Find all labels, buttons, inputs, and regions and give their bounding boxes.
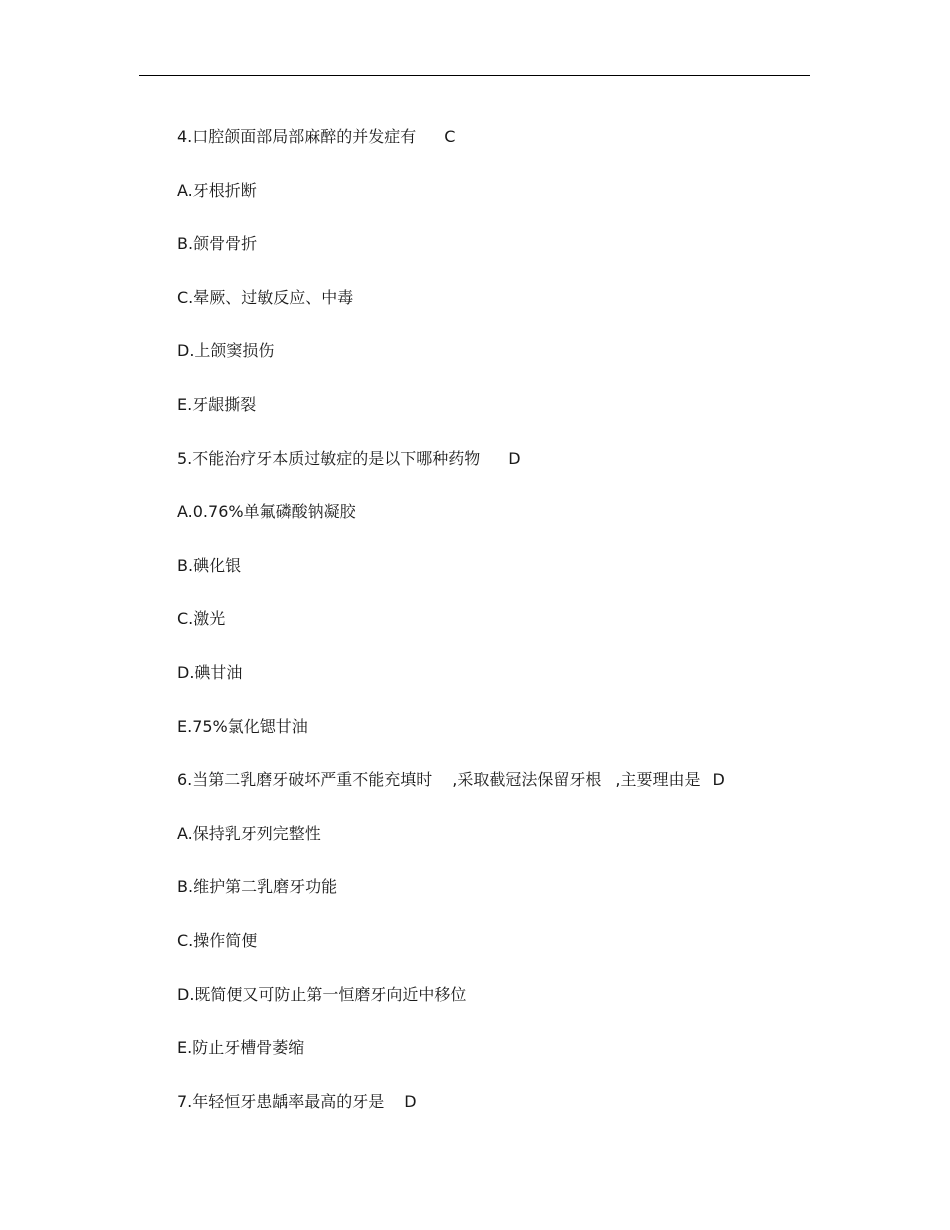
- question-4-option-a: A.牙根折断: [177, 180, 257, 200]
- question-6-option-b: B.维护第二乳磨牙功能: [177, 877, 338, 897]
- question-6-stem: [177, 769, 817, 823]
- question-text: 7.年轻恒牙患龋率最高的牙是: [177, 1091, 385, 1111]
- answer-key: D: [508, 448, 521, 468]
- question-4-option-c: C.晕厥、过敏反应、中毒: [177, 287, 354, 307]
- question-4-option-d: D.上颌窦损伤: [177, 341, 275, 361]
- question-text: 5.不能治疗牙本质过敏症的是以下哪种药物: [177, 448, 481, 468]
- question-4-option-e: E.牙龈撕裂: [177, 394, 257, 414]
- document-body: [177, 126, 817, 1144]
- question-6-option-c: C.操作简便: [177, 930, 258, 950]
- answer-key: D: [712, 770, 725, 790]
- question-6-option-d: D.既简便又可防止第一恒磨牙向近中移位: [177, 984, 467, 1004]
- question-5-option-b: B.碘化银: [177, 555, 242, 575]
- question-6-option-e: E.防止牙槽骨萎缩: [177, 1038, 305, 1058]
- question-5-stem: [177, 448, 817, 502]
- question-text-part-2: ,采取截冠法保留牙根: [452, 770, 602, 790]
- question-text: 4.口腔颌面部局部麻醉的并发症有: [177, 127, 417, 146]
- question-4-stem: [177, 126, 817, 180]
- question-5-option-e: E.75%氯化锶甘油: [177, 716, 308, 736]
- answer-key: C: [444, 127, 456, 146]
- header-rule: [139, 75, 810, 76]
- question-text-part-3: ,主要理由是: [615, 770, 701, 790]
- question-text-part-1: 6.当第二乳磨牙破坏严重不能充填时: [177, 770, 433, 790]
- question-5-option-c: C.激光: [177, 609, 226, 629]
- question-4-option-b: B.颌骨骨折: [177, 234, 258, 254]
- question-7-stem: [177, 1091, 817, 1145]
- question-5-option-d: D.碘甘油: [177, 662, 243, 682]
- question-6-option-a: A.保持乳牙列完整性: [177, 823, 321, 843]
- question-5-option-a: A.0.76%单氟磷酸钠凝胶: [177, 502, 356, 522]
- answer-key: D: [404, 1091, 417, 1111]
